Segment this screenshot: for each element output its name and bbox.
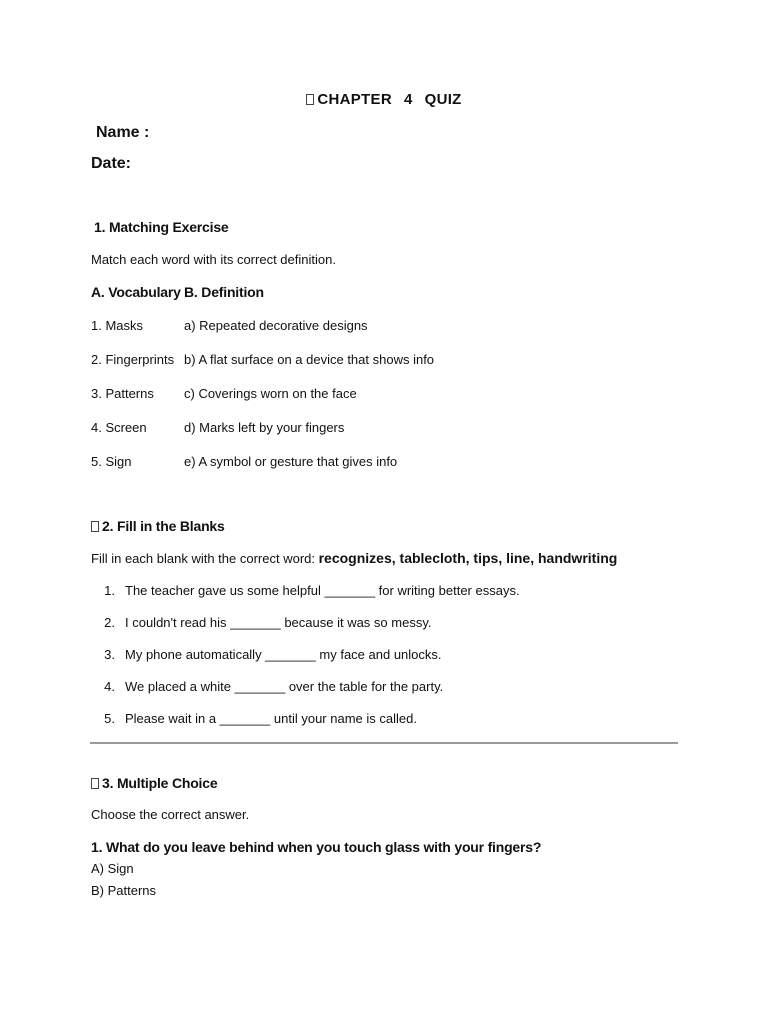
matching-instruction: Match each word with its correct definition. <box>91 252 336 267</box>
matching-word: 4. Screen <box>91 420 147 435</box>
list-item: 2. I couldn't read his _______ because it was so messy. <box>104 615 432 630</box>
matching-definition: b) A flat surface on a device that shows info <box>184 352 435 367</box>
answer-option: B) Patterns <box>91 883 157 898</box>
vocabulary-column-header: A. Vocabulary <box>91 284 181 300</box>
fill-blanks-heading: 2. Fill in the Blanks <box>91 518 225 534</box>
matching-word: 2. Fingerprints <box>91 352 175 367</box>
page-title: CHAPTER 4 QUIZ <box>0 91 768 108</box>
fill-blanks-instruction: Fill in each blank with the correct word: recognizes, tablecloth, tips, line, handwriting <box>91 550 618 566</box>
word-bank: recognizes, tablecloth, tips, line, handwriting <box>318 550 618 566</box>
section-divider <box>90 742 678 744</box>
list-item: 5. Please wait in a _______ until your name is called. <box>104 711 417 726</box>
matching-definition: a) Repeated decorative designs <box>184 318 368 333</box>
matching-word: 3. Patterns <box>91 386 154 401</box>
missing-glyph-icon <box>91 778 99 789</box>
missing-glyph-icon <box>306 94 314 105</box>
question-text: 1. What do you leave behind when you touch glass with your fingers? <box>91 839 542 855</box>
matching-heading: 1. Matching Exercise <box>94 219 229 235</box>
list-item: 3. My phone automatically _______ my face and unlocks. <box>104 647 442 662</box>
list-item: 4. We placed a white _______ over the table for the party. <box>104 679 444 694</box>
date-label: Date: <box>91 155 132 172</box>
matching-definition: c) Coverings worn on the face <box>184 386 357 401</box>
list-item: 1. The teacher gave us some helpful _______ for writing better essays. <box>104 583 520 598</box>
matching-word: 1. Masks <box>91 318 144 333</box>
definition-column-header: B. Definition <box>184 284 264 300</box>
matching-definition: e) A symbol or gesture that gives info <box>184 454 398 469</box>
answer-option: A) Sign <box>91 861 134 876</box>
multiple-choice-instruction: Choose the correct answer. <box>91 807 250 822</box>
multiple-choice-heading: 3. Multiple Choice <box>91 775 217 791</box>
missing-glyph-icon <box>91 521 99 532</box>
matching-word: 5. Sign <box>91 454 132 469</box>
name-label: Name : <box>96 124 150 141</box>
matching-definition: d) Marks left by your fingers <box>184 420 345 435</box>
